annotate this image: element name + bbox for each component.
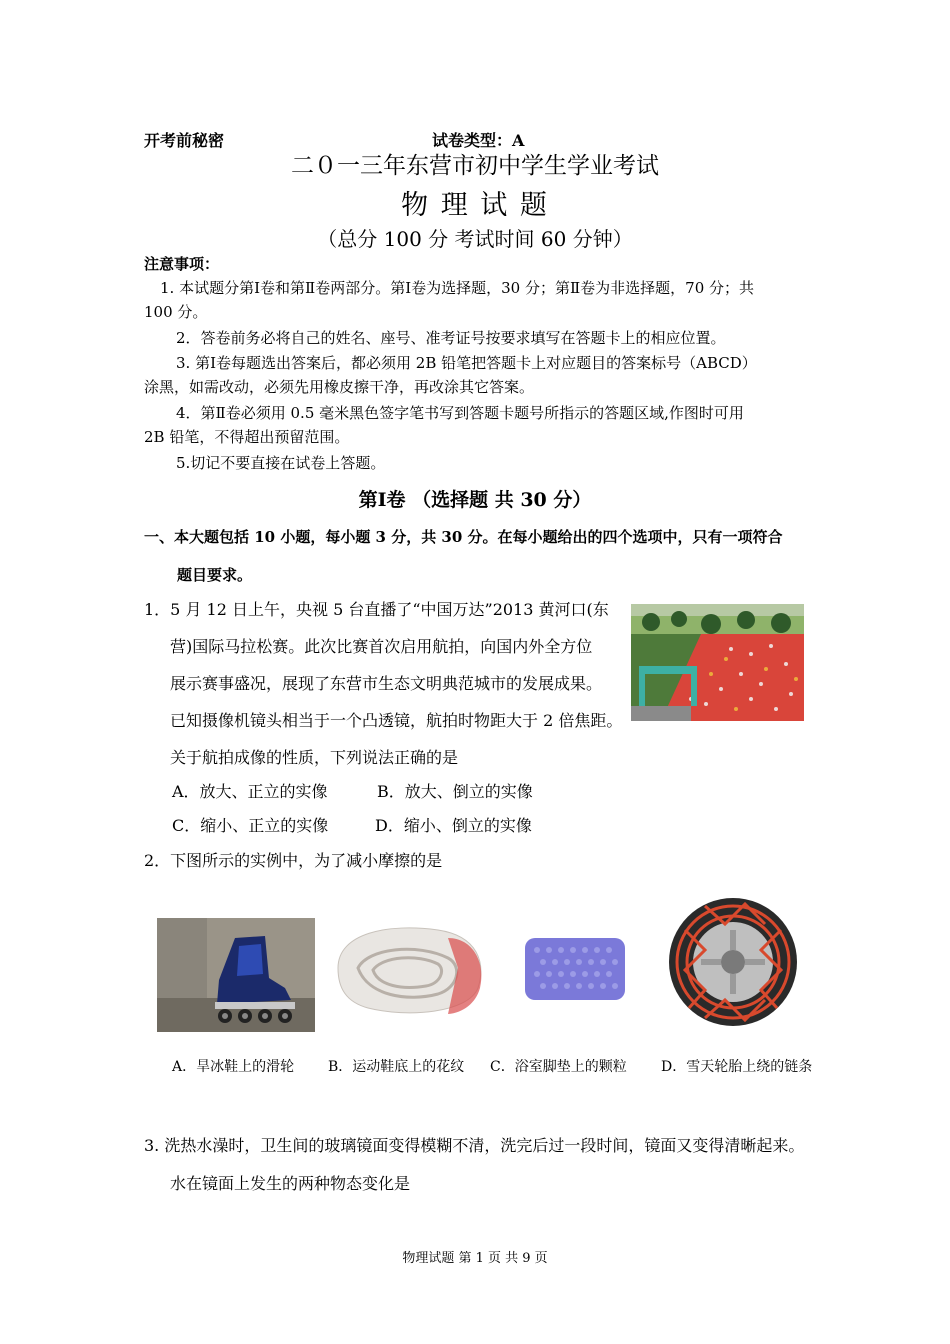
q3-line-2: 水在镜面上发生的两种物态变化是 — [170, 1174, 411, 1193]
page-footer: 物理试题 第 1 页 共 9 页 — [402, 1251, 548, 1266]
confidential-label: 开考前秘密 — [144, 131, 225, 150]
q1-line-5: 关于航拍成像的性质，下列说法正确的是 — [170, 748, 459, 767]
q1-line-3: 展示赛事盛况，展现了东营市生态文明典范城市的发展成果。 — [170, 674, 603, 693]
q1-option-b: B．放大、倒立的实像 — [377, 782, 533, 801]
note-2: 2．答卷前务必将自己的姓名、座号、准考证号按要求填写在答题卡上的相应位置。 — [176, 329, 726, 347]
paper-type-label: 试卷类型：A — [432, 131, 525, 150]
exam-duration: （总分 100 分 考试时间 60 分钟） — [317, 227, 633, 251]
q3-line-1: 3. 洗热水澡时，卫生间的玻璃镜面变得模糊不清，洗完后过一段时间，镜面又变得清晰起来。 — [144, 1136, 805, 1155]
exam-title: 二０一三年东营市初中学生学业考试 — [291, 153, 659, 179]
q1-option-c: C．缩小、正立的实像 — [172, 816, 329, 835]
q1-line-4: 已知摄像机镜头相当于一个凸透镜，航拍时物距大于 2 倍焦距。 — [170, 711, 623, 730]
note-5: 5.切记不要直接在试卷上答题。 — [176, 454, 386, 472]
section-instructions-cont: 题目要求。 — [177, 566, 253, 584]
note-1b: 100 分。 — [144, 303, 208, 321]
q2-option-a: A．旱冰鞋上的滑轮 — [172, 1059, 295, 1075]
roller-skate-photo — [157, 918, 315, 1032]
sneaker-sole-photo — [328, 908, 488, 1034]
q2-option-b: B．运动鞋底上的花纹 — [328, 1059, 465, 1075]
bath-mat-photo — [503, 908, 645, 1018]
marathon-photo — [631, 604, 804, 721]
note-4b: 2B 铅笔，不得超出预留范围。 — [144, 428, 350, 446]
q2-option-c: C．浴室脚垫上的颗粒 — [490, 1059, 627, 1075]
q1-option-a: A．放大、正立的实像 — [172, 782, 328, 801]
note-3a: 3. 第Ⅰ卷每题选出答案后，都必须用 2B 铅笔把答题卡上对应题目的答案标号（ABCD） — [176, 354, 757, 372]
section-title: 第Ⅰ卷 （选择题 共 30 分） — [358, 489, 592, 511]
tire-chain-photo — [665, 890, 805, 1040]
q1-line-1: 1．5 月 12 日上午，央视 5 台直播了“中国万达”2013 黄河口(东 — [144, 600, 609, 619]
q2-option-d: D．雪天轮胎上绕的链条 — [661, 1059, 813, 1075]
q1-option-d: D．缩小、倒立的实像 — [375, 816, 532, 835]
q2-stem: 2．下图所示的实例中，为了减小摩擦的是 — [144, 851, 443, 870]
note-3b: 涂黑，如需改动，必须先用橡皮擦干净，再改涂其它答案。 — [144, 378, 535, 396]
notes-heading: 注意事项： — [144, 255, 220, 273]
subject-title: 物 理 试 题 — [401, 190, 549, 221]
q1-line-2: 营)国际马拉松赛。此次比赛首次启用航拍，向国内外全方位 — [170, 637, 593, 656]
note-1a: 1. 本试题分第Ⅰ卷和第Ⅱ卷两部分。第Ⅰ卷为选择题，30 分；第Ⅱ卷为非选择题，70 分；共 — [160, 279, 755, 297]
section-instructions: 一、本大题包括 10 小题，每小题 3 分，共 30 分。在每小题给出的四个选项中，只有一项符合 — [144, 528, 783, 546]
note-4a: 4．第Ⅱ卷必须用 0.5 毫米黑色签字笔书写到答题卡题号所指示的答题区域,作图时可用 — [176, 404, 744, 422]
